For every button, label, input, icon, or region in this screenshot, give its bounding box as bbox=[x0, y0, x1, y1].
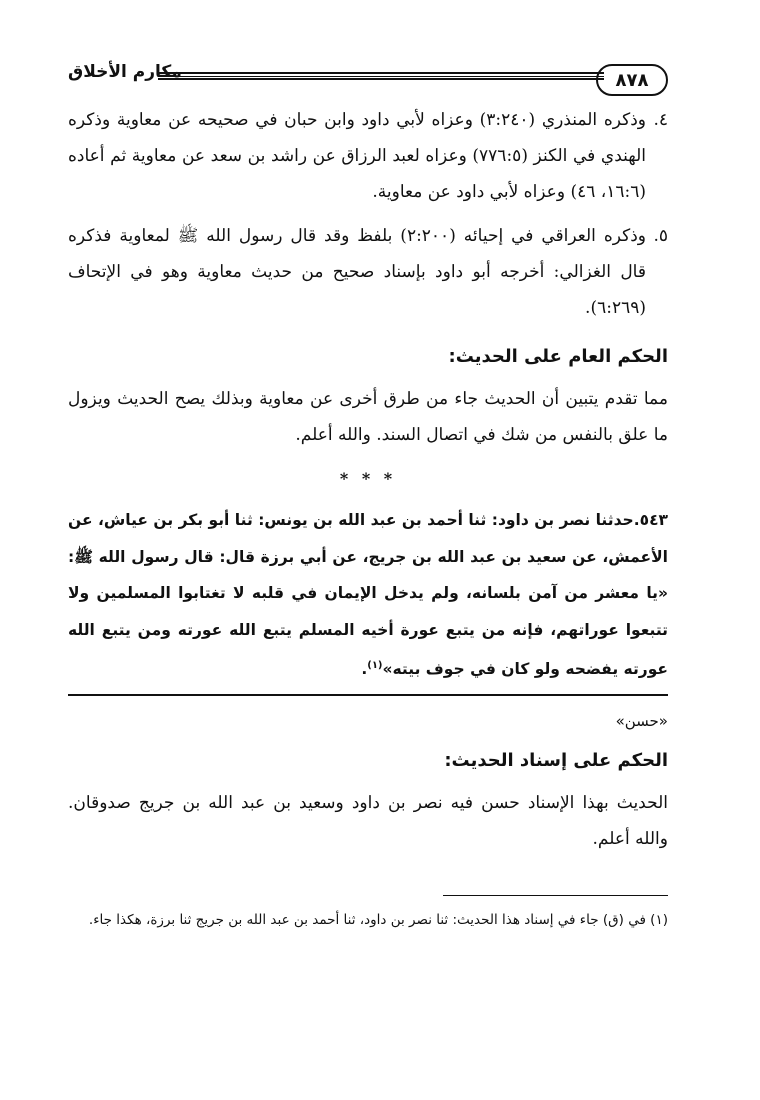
list-item-text: وذكره المنذري (٣:٢٤٠) وعزاه لأبي داود وابن حبان في صحيحه عن معاوية وذكره الهندي في الكنز (٧٧٦:٥) وعزاه لعبد الرزاق عن راشد بن سعد عن معاوية ثم أعاده (١٦:٦، ٤٦) وعزاه لأبي داود عن معاوية. bbox=[68, 110, 646, 202]
takhrij-list bbox=[68, 102, 668, 326]
list-item-text: وذكره العراقي في إحيائه (٢:٢٠٠) بلفظ وقد قال رسول الله ﷺ لمعاوية فذكره قال الغزالي: أخرجه أبو داود بإسناد صحيح من حديث معاوية وهو في الإتحاف (٦:٢٦٩). bbox=[68, 226, 646, 318]
book-page bbox=[68, 58, 668, 934]
hadith-body: ٥٤٣.حدثنا نصر بن داود: ثنا أحمد بن عبد الله بن يونس: ثنا أبو بكر بن عياش، عن الأعمش، عن سعيد بن عبد الله بن جريج، عن أبي برزة قال: قال رسول الله ﷺ: «يا معشر من آمن بلسانه، ولم يدخل الإيمان في قلبه لا تغتابوا المسلمين ولا تتبعوا عوراتهم، فإنه من يتبع عورة أخيه المسلم يتبع الله عورته ومن يتبع الله عورته يفضحه ولو كان في جوف بيته» bbox=[68, 511, 668, 679]
hadith-grade: «حسن» bbox=[615, 711, 668, 730]
header-rule bbox=[158, 72, 604, 80]
isnad-ruling-heading: الحكم على إسناد الحديث: bbox=[444, 749, 668, 771]
hadith-text bbox=[68, 502, 668, 688]
list-item-number: ٥. bbox=[653, 226, 668, 246]
footnote-rule bbox=[443, 895, 668, 896]
general-ruling-text: مما تقدم يتبين أن الحديث جاء من طرق أخرى عن معاوية وبذلك يصح الحديث ويزول ما علق بالنفس من شك في اتصال السند. والله أعلم. bbox=[68, 389, 668, 445]
divider bbox=[68, 694, 668, 696]
isnad-ruling-text: الحديث بهذا الإسناد حسن فيه نصر بن داود وسعيد بن عبد الله بن جريج صدوقان. والله أعلم. bbox=[68, 792, 668, 849]
general-ruling-heading: الحكم العام على الحديث: bbox=[448, 346, 668, 367]
list-item-number: ٤. bbox=[653, 110, 668, 130]
hadith-end: . bbox=[361, 660, 368, 679]
list-item bbox=[68, 218, 668, 326]
list-item bbox=[68, 102, 668, 210]
running-title: مكارم الأخلاق bbox=[68, 62, 182, 82]
page-header bbox=[68, 58, 668, 102]
section-separator: * * * bbox=[339, 469, 397, 488]
footnote-text: (١) في (ق) جاء في إسناد هذا الحديث: ثنا نصر بن داود، ثنا أحمد بن عبد الله بن جريج ثنا برزة، هكذا جاء. bbox=[88, 911, 668, 928]
page-number: ٨٧٨ bbox=[596, 64, 668, 96]
footnote-marker: (١) bbox=[367, 660, 383, 671]
